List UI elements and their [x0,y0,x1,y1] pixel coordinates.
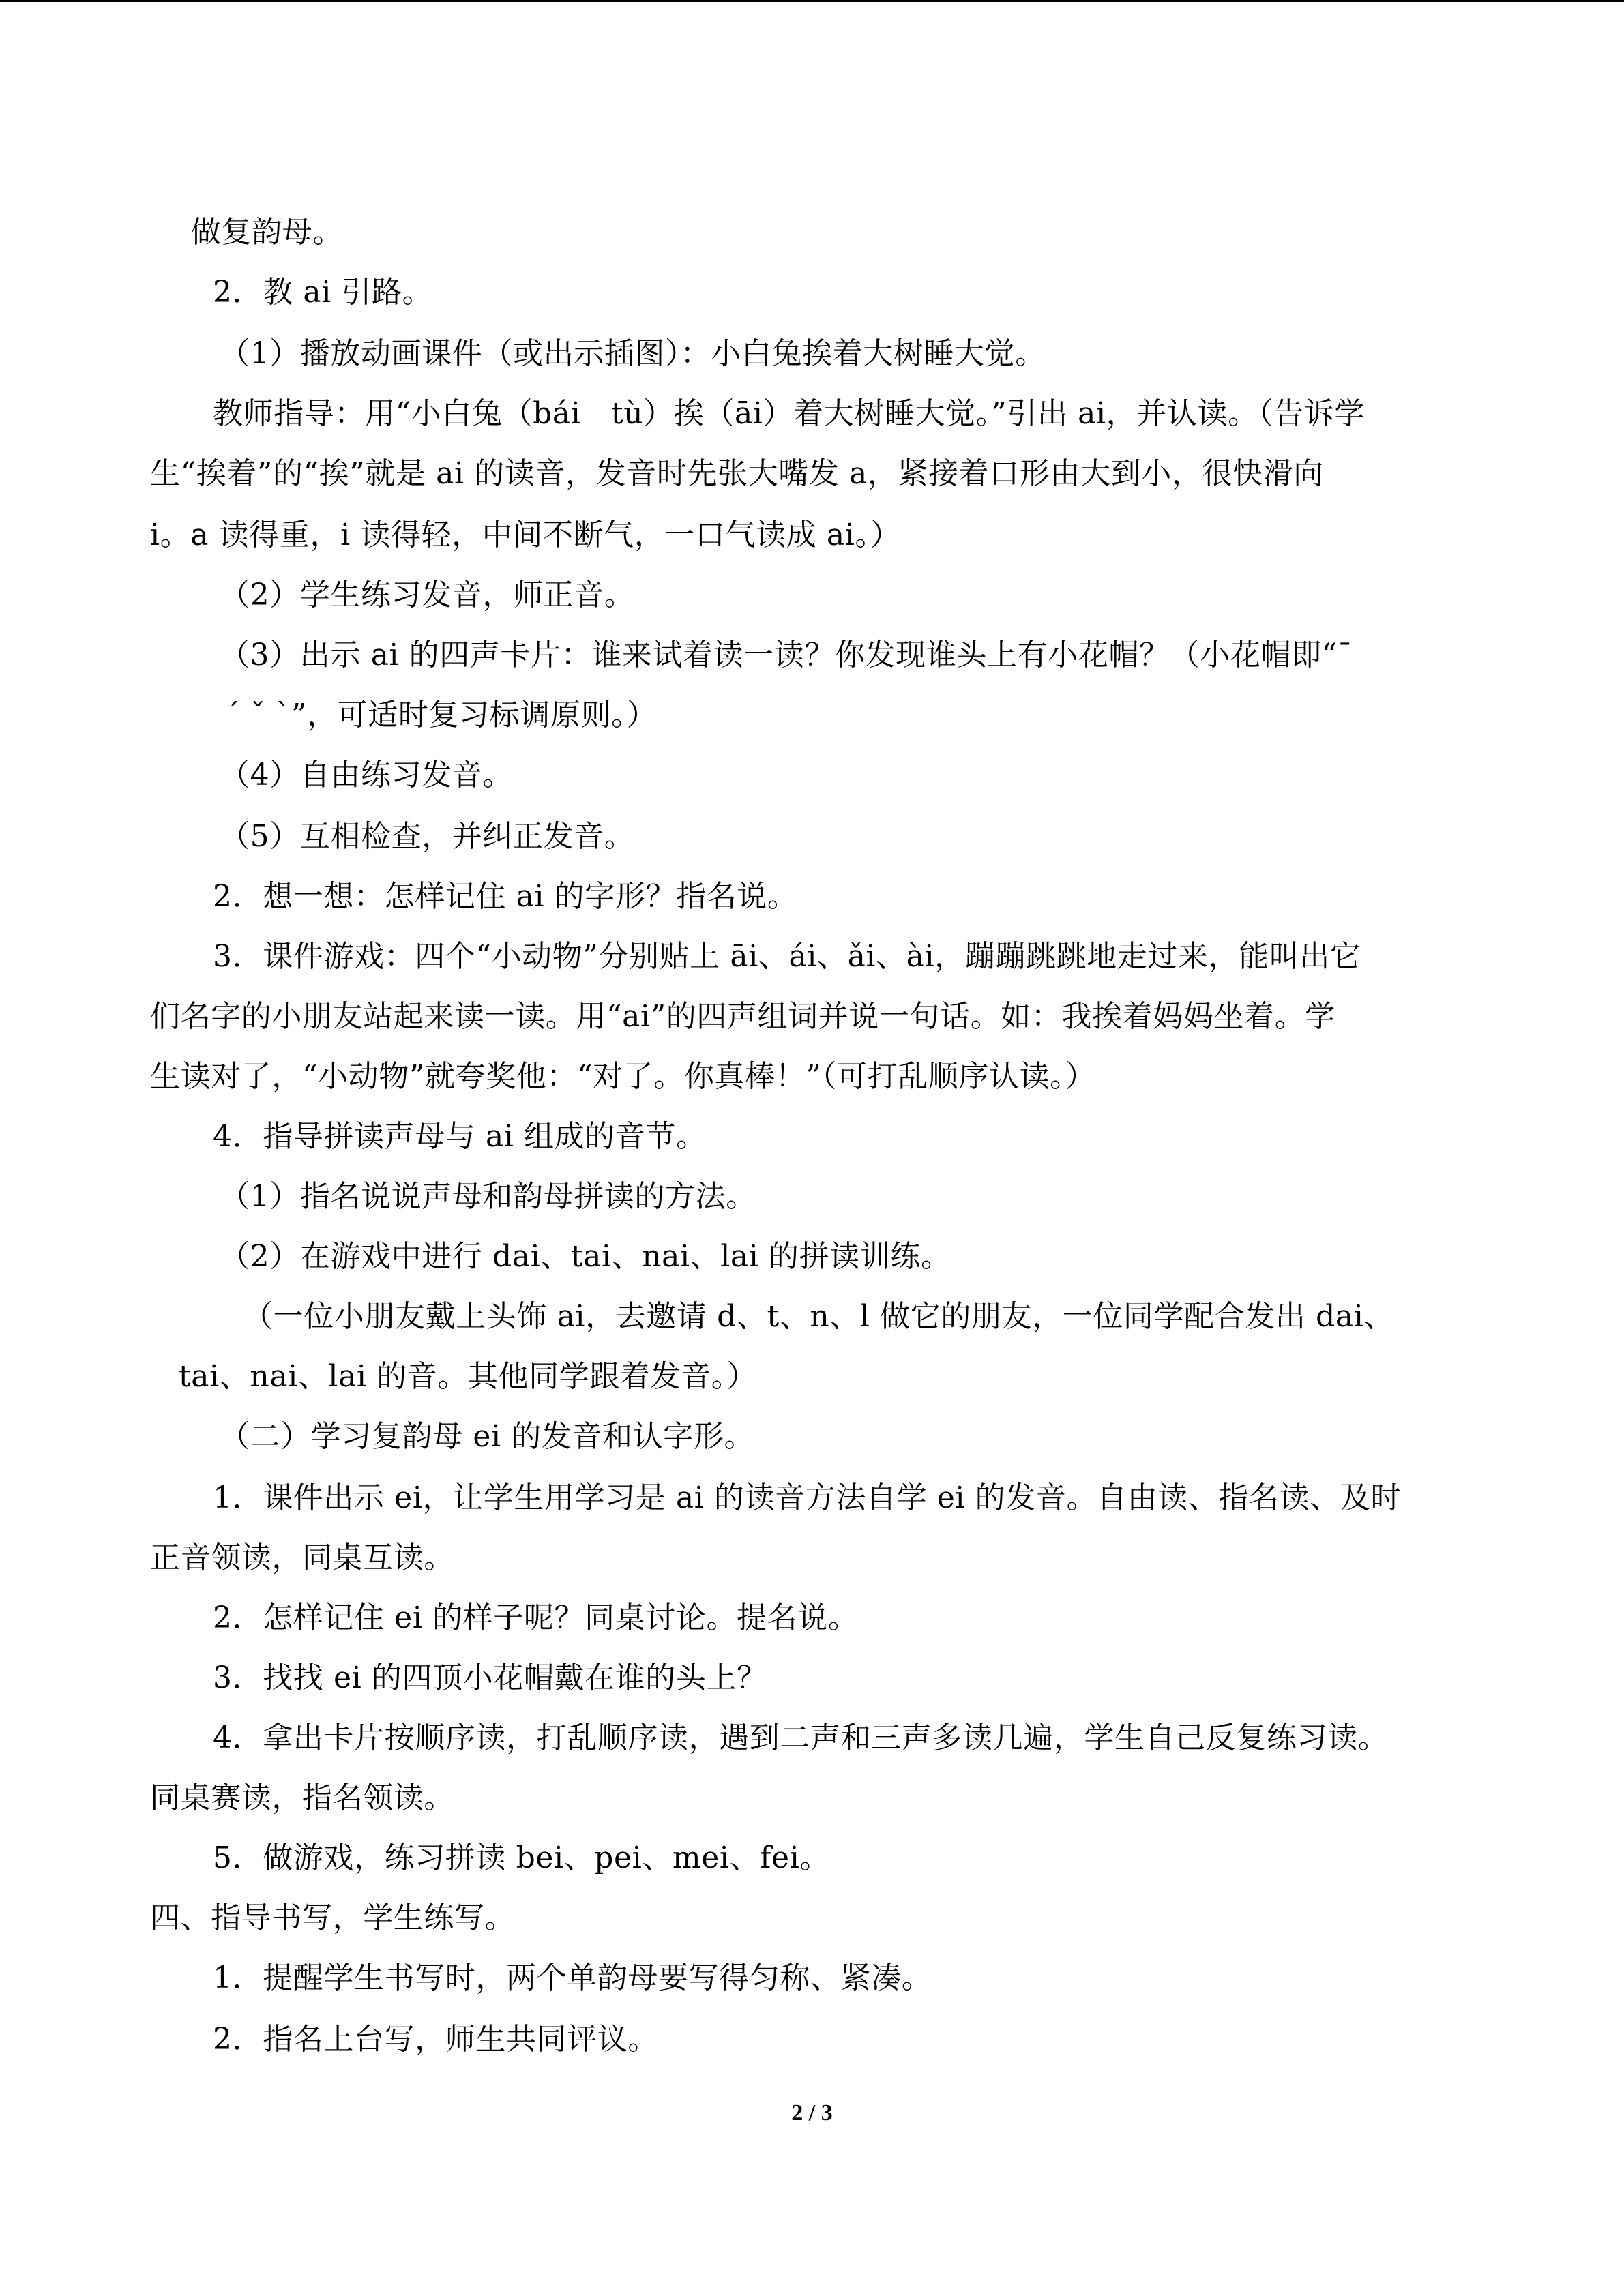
text-line: ˊ ˇ ˋ”，可适时复习标调原则。） [225,698,658,732]
text-line: 生“挨着”的“挨”就是 ai 的读音，发音时先张大嘴发 a，紧接着口形由大到小，很快滑向 [150,456,1324,491]
text-line: 正音领读，同桌互读。 [150,1540,454,1575]
text-line: （5）互相检查，并纠正发音。 [220,819,635,854]
text-line: （二）学习复韵母 ei 的发音和认字形。 [220,1419,755,1454]
text-line: 4．指导拼读声母与 ai 组成的音节。 [213,1119,707,1154]
text-line: 2．指名上台写，师生共同评议。 [213,2022,658,2057]
text-line: 3．课件游戏：四个“小动物”分别贴上 āi、ái、ǎi、ài，蹦蹦跳跳地走过来，能叫出它 [213,939,1361,974]
text-line: i。a 读得重，i 读得轻，中间不断气，一口气读成 ai。） [150,518,901,552]
text-line: 3．找找 ei 的四顶小花帽戴在谁的头上？ [213,1660,767,1695]
text-line: （1）播放动画课件（或出示插图）：小白兔挨着大树睡大觉。 [220,336,1046,371]
text-line: （1）指名说说声母和韵母拼读的方法。 [220,1179,756,1214]
text-line: 1．提醒学生书写时，两个单韵母要写得匀称、紧凑。 [213,1960,932,1995]
text-line: 2．教 ai 引路。 [213,275,433,310]
text-line: 教师指导：用“小白兔（bái tù）挨（āi）着大树睡大觉。”引出 ai，并认读。（告诉学 [213,396,1365,431]
text-line: （一位小朋友戴上头饰 ai，去邀请 d、t、n、l 做它的朋友，一位同学配合发出 dai、 [243,1299,1394,1334]
page-number: 2 / 3 [791,2100,833,2126]
section-heading: 四、指导书写，学生练写。 [150,1900,516,1935]
text-line: 生读对了，“小动物”就夸奖他：“对了。你真棒！”（可打乱顺序认读。） [150,1059,1096,1094]
text-line: 们名字的小朋友站起来读一读。用“ai”的四声组词并说一句话。如：我挨着妈妈坐着。学 [150,999,1335,1034]
text-line: （3）出示 ai 的四声卡片：谁来试着读一读？你发现谁头上有小花帽？（小花帽即“ˉ [220,638,1353,672]
text-line: 做复韵母。 [191,215,343,250]
text-line: 2．想一想：怎样记住 ai 的字形？指名说。 [213,879,798,914]
text-line: tai、nai、lai 的音。其他同学跟着发音。） [179,1359,757,1394]
text-line: 2．怎样记住 ei 的样子呢？同桌讨论。提名说。 [213,1600,859,1635]
text-line: （2）在游戏中进行 dai、tai、nai、lai 的拼读训练。 [220,1239,951,1274]
text-line: （2）学生练习发音，师正音。 [220,578,635,612]
text-line: 5．做游戏，练习拼读 bei、pei、mei、fei。 [213,1840,830,1875]
text-line: （4）自由练习发音。 [220,758,513,792]
text-line: 1．课件出示 ei，让学生用学习是 ai 的读音方法自学 ei 的发音。自由读、指名读、及时 [213,1480,1402,1515]
text-line: 同桌赛读，指名领读。 [150,1780,454,1815]
text-line: 4．拿出卡片按顺序读，打乱顺序读，遇到二声和三声多读几遍，学生自己反复练习读。 [213,1720,1389,1755]
